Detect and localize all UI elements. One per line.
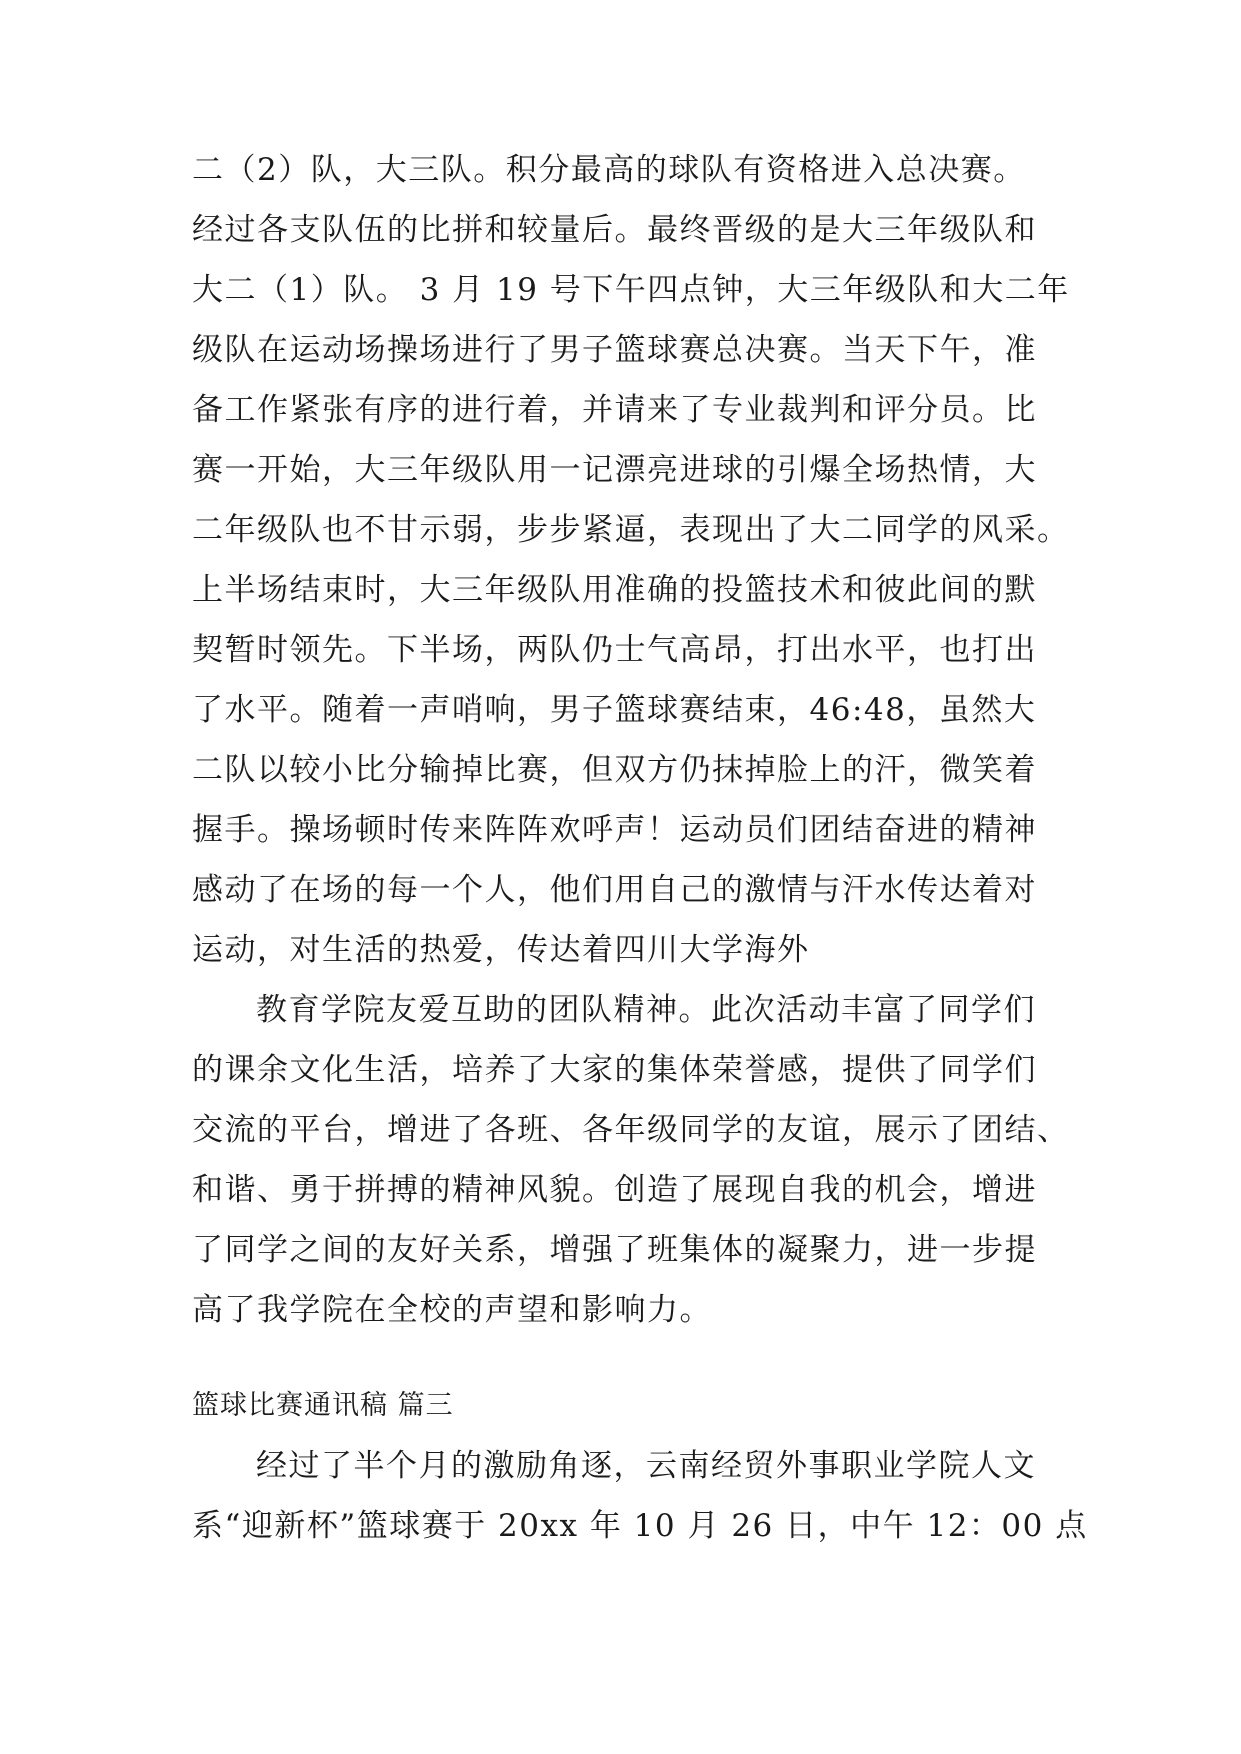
section-heading: 篮球比赛通讯稿 篇三 bbox=[192, 1390, 454, 1421]
text-line: 交流的平台，增进了各班、各年级同学的友谊，展示了团结、 bbox=[192, 1112, 1070, 1148]
text-line: 感动了在场的每一个人，他们用自己的激情与汗水传达着对 bbox=[192, 872, 1037, 908]
text-line: 系“迎新杯”篮球赛于 20xx 年 10 月 26 日，中午 12：00 点 bbox=[192, 1508, 1088, 1544]
text-line: 大二（1）队。 3 月 19 号下午四点钟，大三年级队和大二年 bbox=[192, 272, 1070, 308]
text-line: 握手。操场顿时传来阵阵欢呼声！运动员们团结奋进的精神 bbox=[192, 812, 1037, 848]
text-line: 高了我学院在全校的声望和影响力。 bbox=[192, 1292, 712, 1328]
text-line: 二队以较小比分输掉比赛，但双方仍抹掉脸上的汗，微笑着 bbox=[192, 752, 1037, 788]
text-line: 经过各支队伍的比拼和较量后。最终晋级的是大三年级队和 bbox=[192, 212, 1037, 248]
text-line: 二年级队也不甘示弱，步步紧逼，表现出了大二同学的风采。 bbox=[192, 512, 1070, 548]
text-line: 的课余文化生活，培养了大家的集体荣誉感，提供了同学们 bbox=[192, 1052, 1037, 1088]
text-line: 契暂时领先。下半场，两队仍士气高昂，打出水平，也打出 bbox=[192, 632, 1037, 668]
text-line: 赛一开始，大三年级队用一记漂亮进球的引爆全场热情，大 bbox=[192, 452, 1037, 488]
text-line: 了水平。随着一声哨响，男子篮球赛结束，46:48，虽然大 bbox=[192, 692, 1037, 728]
text-line: 和谐、勇于拼搏的精神风貌。创造了展现自我的机会，增进 bbox=[192, 1172, 1037, 1208]
text-line: 上半场结束时，大三年级队用准确的投篮技术和彼此间的默 bbox=[192, 572, 1037, 608]
text-line: 备工作紧张有序的进行着，并请来了专业裁判和评分员。比 bbox=[192, 392, 1037, 428]
text-line: 教育学院友爱互助的团队精神。此次活动丰富了同学们 bbox=[256, 992, 1036, 1028]
text-line: 了同学之间的友好关系，增强了班集体的凝聚力，进一步提 bbox=[192, 1232, 1037, 1268]
text-line: 运动，对生活的热爱，传达着四川大学海外 bbox=[192, 932, 810, 968]
text-line: 二（2）队，大三队。积分最高的球队有资格进入总决赛。 bbox=[192, 152, 1026, 188]
text-line: 经过了半个月的激励角逐，云南经贸外事职业学院人文 bbox=[256, 1448, 1036, 1484]
text-line: 级队在运动场操场进行了男子篮球赛总决赛。当天下午，准 bbox=[192, 332, 1037, 368]
